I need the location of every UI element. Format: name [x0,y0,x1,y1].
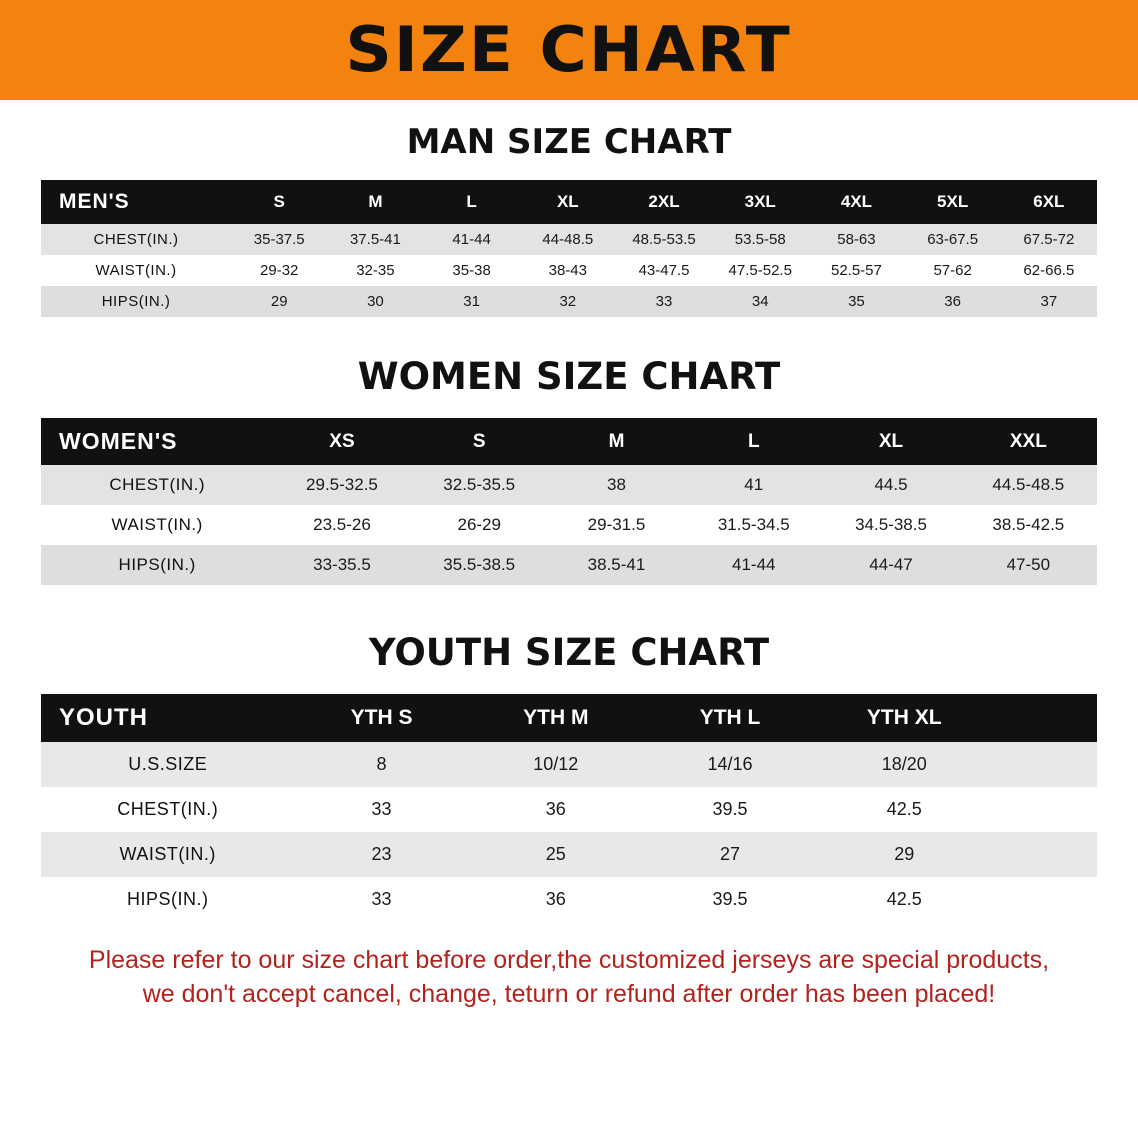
youth-cell: 33 [371,889,392,909]
men-col-header: 4XL [840,192,873,211]
women-cell: 38.5-41 [587,555,646,574]
men-cell: 35-37.5 [253,231,305,248]
women-cell: 41 [744,475,764,494]
youth-cell: 36 [545,889,566,909]
youth-cell: 39.5 [712,889,748,909]
men-col-header: XL [556,192,579,211]
women-cell: 41-44 [732,555,776,574]
table-header-row [41,180,1097,224]
men-cell: 37.5-41 [349,231,401,248]
man-size-table-wrap [41,180,1097,317]
youth-size-table-wrap [41,694,1097,922]
women-cell: 26-29 [457,515,501,534]
youth-cell: 14/16 [707,754,753,774]
youth-col-spacer [991,694,1097,742]
men-cell: 29-32 [260,262,299,279]
women-row-label: HIPS(IN.) [118,555,196,574]
table-header-row [41,418,1097,465]
women-col-header: S [472,430,486,452]
men-cell: 31 [463,293,480,310]
table-row [41,832,1097,877]
youth-cell: 36 [545,799,566,819]
man-size-table [41,180,1097,317]
men-cell: 38-43 [548,262,587,279]
men-row-label: CHEST(IN.) [93,231,179,248]
youth-row-label: CHEST(IN.) [117,799,219,819]
men-cell: 37 [1040,293,1058,310]
youth-cell: 42.5 [886,889,922,909]
men-cell: 58-63 [837,231,876,248]
women-col-header: XS [329,430,355,452]
table-row [41,255,1097,286]
youth-cell: 27 [720,844,741,864]
women-cell: 23.5-26 [313,515,371,534]
youth-col-header: YTH M [523,706,589,729]
youth-cell-spacer [991,787,1097,832]
youth-size-table [41,694,1097,922]
youth-cell-spacer [991,742,1097,787]
women-corner-label: WOMEN'S [59,428,178,454]
table-row [41,224,1097,255]
men-cell: 43-47.5 [638,262,690,279]
men-cell: 52.5-57 [830,262,882,279]
men-corner-label: MEN'S [59,190,130,213]
youth-cell: 39.5 [712,799,748,819]
notice-line-2: we don't accept cancel, change, teturn or refund after order has been placed! [142,979,996,1008]
women-cell: 44.5-48.5 [992,475,1065,494]
women-row-label: WAIST(IN.) [111,515,203,534]
youth-cell: 33 [371,799,392,819]
men-cell: 35-38 [452,262,491,279]
women-row-label: CHEST(IN.) [109,475,205,494]
women-cell: 38 [607,475,626,494]
page-title: SIZE CHART [345,13,793,86]
youth-cell: 23 [371,844,392,864]
youth-cell-spacer [991,877,1097,922]
youth-cell: 8 [376,754,387,774]
men-col-header: 2XL [648,192,680,211]
men-cell: 47.5-52.5 [728,262,792,279]
youth-row-label: HIPS(IN.) [126,889,209,909]
table-row [41,465,1097,505]
table-row [41,787,1097,832]
women-cell: 34.5-38.5 [855,515,927,534]
table-row [41,742,1097,787]
men-cell: 35 [848,293,865,310]
youth-col-header: YTH XL [866,706,942,729]
men-row-label: WAIST(IN.) [95,262,177,279]
men-cell: 67.5-72 [1023,231,1075,248]
youth-cell: 18/20 [881,754,927,774]
women-cell: 32.5-35.5 [443,475,516,494]
women-cell: 47-50 [1006,555,1051,574]
women-col-header: M [608,430,625,452]
men-cell: 44-48.5 [542,231,594,248]
men-cell: 33 [655,293,673,310]
women-col-header: L [747,430,760,452]
table-row [41,286,1097,317]
women-cell: 31.5-34.5 [717,515,790,534]
men-cell: 36 [944,293,961,310]
men-cell: 30 [367,293,384,310]
men-col-header: S [273,192,285,211]
women-section-title: WOMEN SIZE CHART [357,355,781,398]
men-cell: 48.5-53.5 [632,231,696,248]
women-cell: 35.5-38.5 [443,555,516,574]
men-cell: 29 [270,293,288,310]
women-col-header: XXL [1009,430,1047,452]
return-policy-notice [38,944,1100,1012]
men-col-header: 3XL [744,192,776,211]
men-col-header: L [466,192,477,211]
men-col-header: 5XL [937,192,969,211]
men-cell: 63-67.5 [927,231,979,248]
women-cell: 29.5-32.5 [306,475,378,494]
women-cell: 33-35.5 [313,555,371,574]
youth-col-header: YTH L [699,706,761,729]
men-cell: 32-35 [356,262,395,279]
youth-cell: 25 [545,844,566,864]
table-header-row [41,694,1097,742]
men-cell: 53.5-58 [734,231,786,248]
women-col-header: XL [878,430,904,452]
man-section-title: MAN SIZE CHART [406,122,732,162]
youth-cell: 10/12 [533,754,579,774]
page-banner [0,0,1138,100]
men-cell: 34 [751,293,769,310]
youth-corner-label: YOUTH [59,704,148,731]
notice-line-1: Please refer to our size chart before order,the customized jerseys are special products, [88,946,1050,974]
women-cell: 29-31.5 [587,515,646,534]
men-row-label: HIPS(IN.) [101,293,171,310]
youth-cell-spacer [991,832,1097,877]
men-cell: 41-44 [452,231,491,248]
youth-cell: 42.5 [886,799,922,819]
women-cell: 38.5-42.5 [992,515,1065,534]
table-row [41,505,1097,545]
women-cell: 44.5 [874,475,908,494]
men-col-header: M [368,192,383,211]
youth-cell: 29 [894,844,915,864]
table-row [41,877,1097,922]
table-row [41,545,1097,585]
men-cell: 32 [559,293,577,310]
youth-row-label: WAIST(IN.) [119,844,216,864]
youth-col-header: YTH S [350,706,413,729]
women-size-table [41,418,1097,585]
men-cell: 62-66.5 [1023,262,1075,279]
youth-section-title: YOUTH SIZE CHART [368,631,770,674]
women-cell: 44-47 [869,555,913,574]
men-col-header: 6XL [1033,192,1065,211]
youth-row-label: U.S.SIZE [128,754,208,774]
women-size-table-wrap [41,418,1097,585]
men-cell: 57-62 [933,262,972,279]
